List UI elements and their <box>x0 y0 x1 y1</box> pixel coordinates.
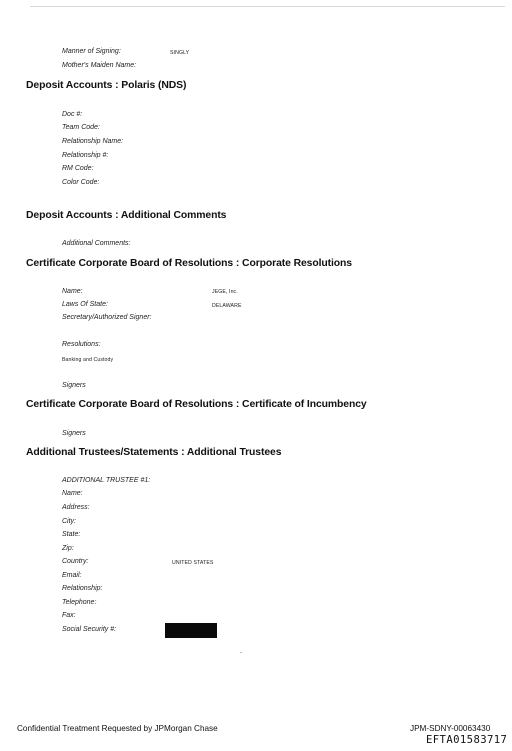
resolutions-label: Resolutions: <box>62 341 101 348</box>
incumbency-signers-label: Signers <box>62 430 86 437</box>
laws-of-state-value: DELAWARE <box>212 303 242 309</box>
additional-comments-heading: Deposit Accounts : Additional Comments <box>26 210 227 221</box>
scan-speck <box>240 652 242 653</box>
incumbency-heading: Certificate Corporate Board of Resolutions : Certificate of Incumbency <box>26 399 367 410</box>
trustee-relationship-label: Relationship: <box>62 585 103 592</box>
trustee-city-label: City: <box>62 518 76 525</box>
resolution-name-value: JEGE, Inc. <box>212 289 238 295</box>
additional-trustees-heading: Additional Trustees/Statements : Additional Trustees <box>26 447 282 458</box>
trustee-country-label: Country: <box>62 558 89 565</box>
manner-of-signing-label: Manner of Signing: <box>62 48 121 55</box>
resolution-signers-label: Signers <box>62 382 86 389</box>
trustee-email-label: Email: <box>62 572 82 579</box>
rm-code-label: RM Code: <box>62 165 94 172</box>
relationship-number-label: Relationship #: <box>62 152 109 159</box>
trustee-zip-label: Zip: <box>62 545 74 552</box>
trustee-fax-label: Fax: <box>62 612 76 619</box>
polaris-heading: Deposit Accounts : Polaris (NDS) <box>26 80 187 91</box>
trustee-address-label: Address: <box>62 504 90 511</box>
team-code-label: Team Code: <box>62 124 100 131</box>
bates-number: JPM-SDNY-00063430 <box>410 724 491 733</box>
doc-number-label: Doc #: <box>62 111 83 118</box>
relationship-name-label: Relationship Name: <box>62 138 124 145</box>
resolution-name-label: Name: <box>62 288 83 295</box>
top-rule <box>30 6 505 7</box>
ssn-redaction-block <box>165 623 217 638</box>
confidential-notice: Confidential Treatment Requested by JPMorgan Chase <box>17 724 218 733</box>
corporate-resolutions-heading: Certificate Corporate Board of Resolutions : Corporate Resolutions <box>26 258 352 269</box>
authorized-signer-label: Secretary/Authorized Signer: <box>62 314 152 321</box>
trustee-telephone-label: Telephone: <box>62 599 97 606</box>
efta-number: EFTA01583717 <box>426 734 508 746</box>
additional-comments-label: Additional Comments: <box>62 240 131 247</box>
mothers-maiden-name-label: Mother's Maiden Name: <box>62 62 137 69</box>
color-code-label: Color Code: <box>62 179 100 186</box>
trustee-name-label: Name: <box>62 490 83 497</box>
manner-of-signing-value: SINGLY <box>170 50 190 56</box>
trustee-state-label: State: <box>62 531 81 538</box>
trustee-country-value: UNITED STATES <box>172 560 214 566</box>
trustee-ssn-label: Social Security #: <box>62 626 117 633</box>
resolutions-value: Banking and Custody <box>62 357 114 363</box>
laws-of-state-label: Laws Of State: <box>62 301 108 308</box>
trustee-number-label: ADDITIONAL TRUSTEE #1: <box>62 477 151 484</box>
